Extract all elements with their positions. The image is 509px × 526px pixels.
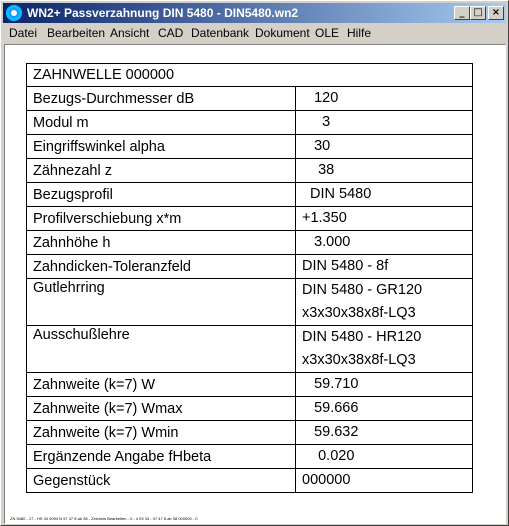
row-value-line: 3.000 xyxy=(302,234,351,250)
close-button[interactable]: × xyxy=(488,6,504,20)
maximize-button[interactable]: □ xyxy=(470,6,486,20)
row-value xyxy=(296,421,473,445)
row-value xyxy=(296,87,473,111)
row-value xyxy=(296,159,473,183)
table-row xyxy=(27,111,473,135)
row-value-line: x3x30x38x8f-LQ3 xyxy=(302,305,416,321)
row-value-line: 59.710 xyxy=(302,376,359,392)
row-value xyxy=(296,207,473,231)
row-value xyxy=(296,279,473,326)
row-label: Zahnweite (k=7) W xyxy=(27,373,296,397)
table-row xyxy=(27,397,473,421)
row-label: Zahnhöhe h xyxy=(27,231,296,255)
row-label: Profilverschiebung x*m xyxy=(27,207,296,231)
row-label: Eingriffswinkel alpha xyxy=(27,135,296,159)
menu-ansicht[interactable]: Ansicht xyxy=(110,26,150,40)
menu-ole[interactable]: OLE xyxy=(315,26,340,40)
row-value-line: 0.020 xyxy=(302,448,355,464)
row-label: Gutlehrring xyxy=(27,279,296,326)
document-view[interactable] xyxy=(4,44,506,524)
row-label: Bezugsprofil xyxy=(27,183,296,207)
table-title: ZAHNWELLE 000000 xyxy=(27,64,473,87)
row-label: Ausschußlehre xyxy=(27,326,296,373)
app-gear-icon[interactable] xyxy=(6,5,22,21)
table-row xyxy=(27,255,473,279)
title-bar[interactable] xyxy=(3,3,506,23)
row-value xyxy=(296,111,473,135)
row-value-line: 000000 xyxy=(302,472,351,488)
menu-bearbeiten[interactable]: Bearbeiten xyxy=(47,26,106,40)
row-value-line: 30 xyxy=(302,138,331,154)
row-value-line: 3 xyxy=(302,114,331,130)
menu-datei[interactable]: Datei xyxy=(9,26,38,40)
table-row xyxy=(27,183,473,207)
row-label: Ergänzende Angabe fHbeta xyxy=(27,445,296,469)
menu-bar xyxy=(3,24,506,42)
row-value xyxy=(296,397,473,421)
row-value-line: 120 xyxy=(302,90,339,106)
row-value-line: 59.666 xyxy=(302,400,359,416)
menu-hilfe[interactable]: Hilfe xyxy=(347,26,372,40)
row-label: Bezugs-Durchmesser dB xyxy=(27,87,296,111)
window-title: WN2+ Passverzahnung DIN 5480 - DIN5480.wn2 xyxy=(27,6,299,20)
table-row xyxy=(27,87,473,111)
row-label: Zahnweite (k=7) Wmax xyxy=(27,397,296,421)
row-value-line: DIN 5480 xyxy=(302,186,372,202)
row-label: Gegenstück xyxy=(27,469,296,493)
row-value xyxy=(296,135,473,159)
row-value-line: 59.632 xyxy=(302,424,359,440)
table-title-row xyxy=(27,64,473,87)
table-row xyxy=(27,421,473,445)
row-label: Zahndicken-Toleranzfeld xyxy=(27,255,296,279)
row-value-line: DIN 5480 - 8f xyxy=(302,258,389,274)
table-row xyxy=(27,159,473,183)
row-value-line: DIN 5480 - GR120 xyxy=(302,282,423,298)
row-value xyxy=(296,469,473,493)
table-row xyxy=(27,231,473,255)
row-label: Zähnezahl z xyxy=(27,159,296,183)
minimize-button[interactable]: _ xyxy=(454,6,470,20)
row-value xyxy=(296,445,473,469)
row-label: Zahnweite (k=7) Wmin xyxy=(27,421,296,445)
row-value xyxy=(296,373,473,397)
table-row xyxy=(27,326,473,373)
row-label: Modul m xyxy=(27,111,296,135)
menu-dokument[interactable]: Dokument xyxy=(255,26,310,40)
menu-datenbank[interactable]: Datenbank xyxy=(191,26,250,40)
row-value-line: 38 xyxy=(302,162,335,178)
table-row xyxy=(27,207,473,231)
row-value-line: x3x30x38x8f-LQ3 xyxy=(302,352,416,368)
row-value-line: +1.350 xyxy=(302,210,347,226)
row-value xyxy=(296,326,473,373)
footer-text: ZN 5480 - 17 - HS 34 0094 N 97 47 8 ab 38 - Zeichnis Bearbeiten - 0 - 4 03 34 - 07 47 8 ab 38 000000 - 0 xyxy=(10,516,198,521)
row-value-line: DIN 5480 - HR120 xyxy=(302,329,422,345)
table-row xyxy=(27,469,473,493)
menu-cad[interactable]: CAD xyxy=(158,26,184,40)
table-row xyxy=(27,445,473,469)
table-row xyxy=(27,279,473,326)
row-value xyxy=(296,183,473,207)
row-value xyxy=(296,231,473,255)
table-row xyxy=(27,135,473,159)
row-value xyxy=(296,255,473,279)
table-row xyxy=(27,373,473,397)
spec-table xyxy=(26,63,473,493)
